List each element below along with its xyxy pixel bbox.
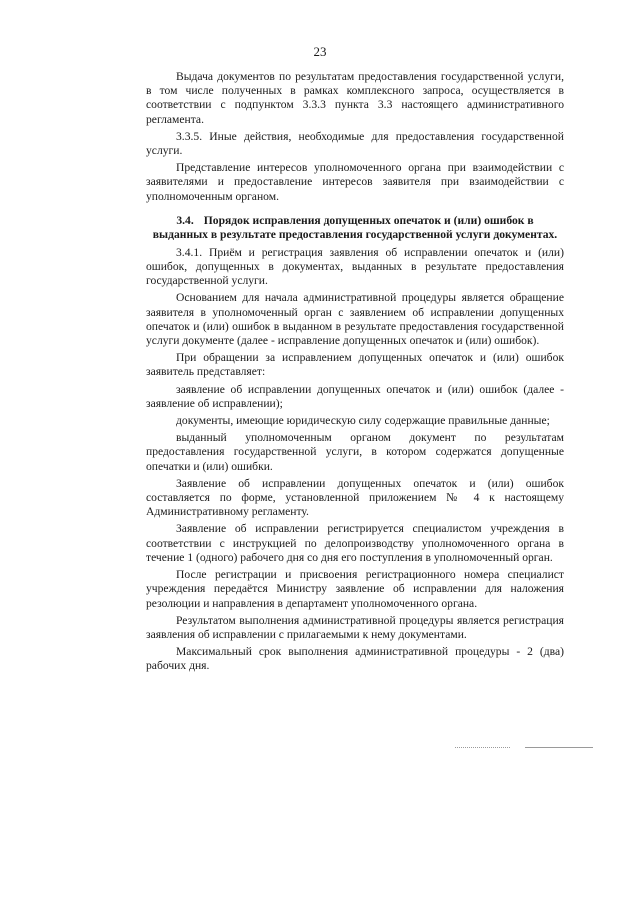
paragraph: 3.3.5. Иные действия, необходимые для предоставления государственной услуги.: [146, 129, 564, 158]
footer-divider: [455, 747, 595, 749]
section-number: 3.4.: [176, 213, 194, 227]
paragraph: заявление об исправлении допущенных опечаток и (или) ошибок (далее - заявление об исправлении);: [146, 382, 564, 410]
paragraph: При обращении за исправлением допущенных опечаток и (или) ошибок заявитель представляет:: [146, 351, 564, 379]
paragraph: документы, имеющие юридическую силу содержащие правильные данные;: [176, 414, 550, 428]
page-body: [146, 70, 564, 677]
page-number: 23: [313, 44, 327, 59]
paragraph: выданный уполномоченным органом документ по результатам предоставления государственной услуги, в котором содержатся допущенные опечатки и (или) ошибки.: [146, 431, 564, 473]
footer-solid-line: [525, 747, 593, 748]
footer-dotted-line: [455, 747, 510, 748]
section-heading: [146, 214, 564, 242]
paragraph: Выдача документов по результатам предоставления государственной услуги, в том числе полученных в рамках комплексного запроса, осуществляется в соответствии с подпунктом 3.3.3 пункта 3.3 настоящего административного регламента.: [146, 70, 564, 126]
section-title: Порядок исправления допущенных опечаток и (или) ошибок в выданных в результате предоставления государственной услуги документах.: [152, 213, 558, 241]
paragraph: Представление интересов уполномоченного органа при взаимодействии с заявителями и предоставление интересов заявителя при взаимодействии с уполномоченным органом.: [146, 161, 564, 203]
paragraph: 3.4.1. Приём и регистрация заявления об исправлении опечаток и (или) ошибок, допущенных в документах, выданных в результате предоставления государственной услуги.: [146, 245, 564, 288]
paragraph: Заявление об исправлении допущенных опечаток и (или) ошибок составляется по форме, установленной приложением № 4 к настоящему Административному регламенту.: [146, 476, 564, 519]
paragraph: Максимальный срок выполнения административной процедуры - 2 (два) рабочих дня.: [146, 645, 564, 673]
paragraph: После регистрации и присвоения регистрационного номера специалист учреждения передаётся Министру заявление об исправлении для наложения резолюции и направления в департамент уполномоченного органа.: [146, 568, 564, 610]
paragraph: Основанием для начала административной процедуры является обращение заявителя в уполномоченный орган с заявлением об исправлении допущенных опечаток и (или) ошибок в выданном в результате предоставления государственной услуги документе (далее - исправление допущенных опечаток и (или) ошибок).: [146, 291, 564, 348]
paragraph: Заявление об исправлении регистрируется специалистом учреждения в соответствии с инструкцией по делопроизводству уполномоченного органа в течение 1 (одного) рабочего дня со дня его поступления в уполномоченный орган.: [146, 522, 564, 564]
paragraph: Результатом выполнения административной процедуры является регистрация заявления об исправлении с прилагаемыми к нему документами.: [146, 613, 564, 641]
